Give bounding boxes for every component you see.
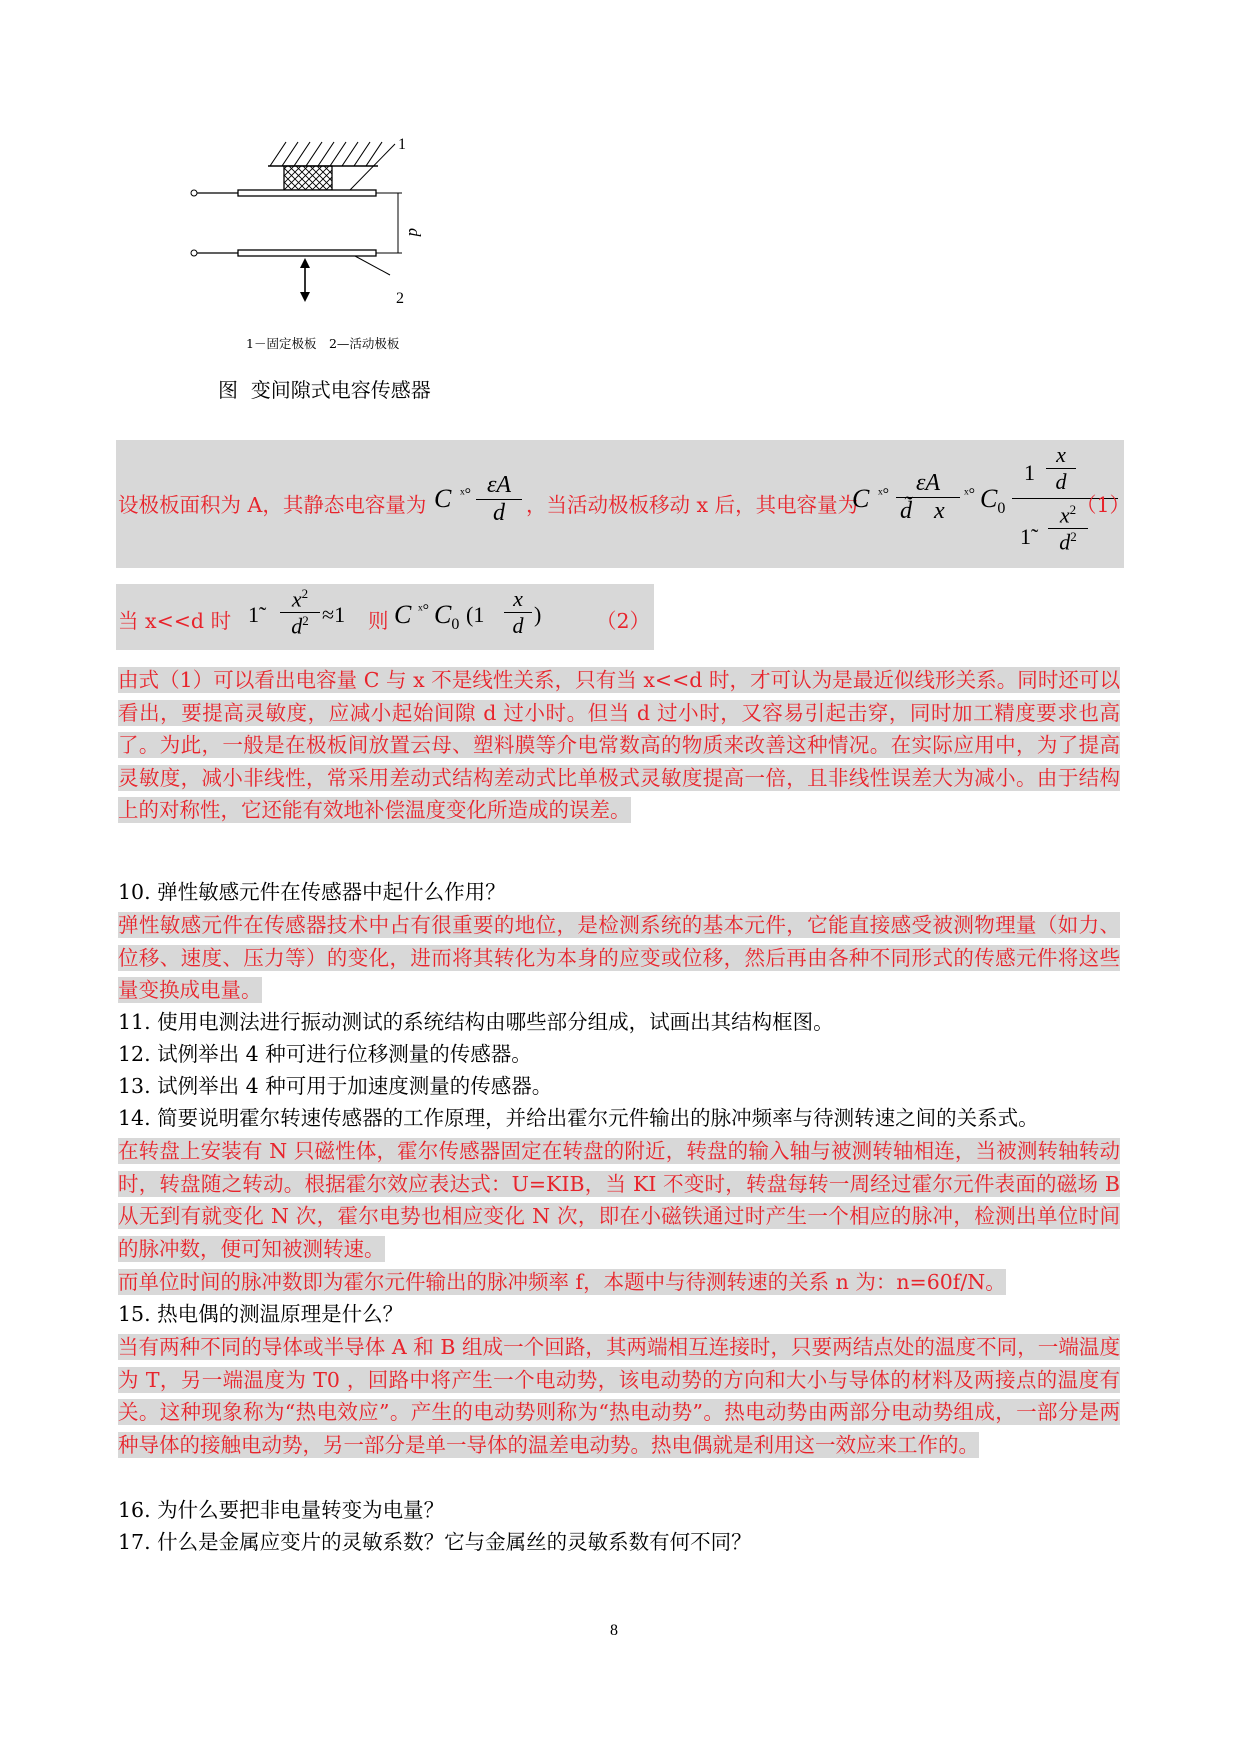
f2-x: x [291,586,302,612]
formula-1-eq: ˣ° [460,486,472,503]
frac3-den: d [1046,468,1076,495]
frac2-den-d: d̃ [900,498,912,524]
formula-2-approx: ≈1 [322,602,346,627]
answer-14 [118,1135,1120,1265]
f2b-den: d [504,612,532,639]
answer-14-text: 在转盘上安装有 N 只磁性体，霍尔传感器固定在转盘的附近，转盘的输入轴与被测转轴相连，当被测转轴转动时，转盘随之转动。根据霍尔效应表达式：U=KIB，当 KI 不变时，转盘每转一周经过霍尔元件表面的磁场 B 从无到有就变化 N 次，霍尔电势也相应变化 N 次，即在小磁铁通过时产生一个相应的脉冲，检测出单位时间的脉冲数，便可知被测转速。 [118,1139,1120,1261]
diagram-legend: 1－固定极板 2—活动极板 [246,336,400,351]
formula-1-C0 [980,484,1005,518]
figure-caption: 图 变间隙式电容传感器 [218,378,431,402]
diagram-label-1: 1 [398,136,406,153]
formula-2-eq: ˣ° [418,602,430,619]
question-16: 16. 为什么要把非电量转变为电量？ [118,1498,445,1522]
frac2-num: εA [915,470,941,496]
fraction-x2-d2 [280,586,320,640]
answer-10-text: 弹性敏感元件在传感器技术中占有很重要的地位，是检测系统的基本元件，它能直接感受被测物理量（如力、位移、速度、压力等）的变化，进而将其转化为本身的应变或位移，然后再由各种不同形式的传感元件将这些量变换成电量。 [118,913,1120,1002]
question-12: 12. 试例举出 4 种可进行位移测量的传感器。 [118,1042,532,1066]
capacitor-diagram-svg [190,130,470,360]
fraction-x-over-d [1046,442,1076,495]
f2-d: d [291,613,303,639]
formula-2-tilde1: 1̃ [248,602,259,627]
formula-1-C2: C [852,484,870,513]
leader-2 [355,256,390,275]
big-frac-one-tilde: 1̃ [1020,524,1031,549]
f2-c0sub: 0 [451,616,460,634]
insulator-block [284,166,332,190]
diagram-label-2: 2 [396,290,404,307]
fraction-x-d-2 [504,586,532,639]
frac2-den-x: x [934,498,945,524]
f2-dsup: 2 [302,613,309,629]
formula-2-C: C [394,600,412,629]
leader-1 [350,144,395,190]
formula-1-prefix: 设极板面积为 A，其静态电容量为 [118,493,427,517]
fixed-plate [238,190,376,196]
formula-2-C0 [434,600,459,634]
question-14: 14. 简要说明霍尔转速传感器的工作原理，并给出霍尔元件输出的脉冲频率与待测转速之间的关系式。 [118,1106,1039,1130]
gap-dimension [376,193,402,253]
motion-arrow [300,258,310,302]
question-15: 15. 热电偶的测温原理是什么？ [118,1302,404,1326]
d2-sup: 2 [1070,529,1077,545]
formula-2-then: 则 [368,609,389,633]
formula-1-box [116,440,1131,568]
d2-base: d [1059,529,1071,555]
fraction-eA-over-d [476,472,522,527]
question-13: 13. 试例举出 4 种可用于加速度测量的传感器。 [118,1074,553,1098]
formula-2-close: ) [534,602,542,627]
answer-14b-text: 而单位时间的脉冲数即为霍尔元件输出的脉冲频率 f，本题中与待测转速的关系 n 为：n=60f/N。 [118,1270,1006,1294]
f2b-num: x [513,586,523,611]
formula-1-mid: ，当活动极板移动 x 后，其电容量为 [526,493,859,517]
answer-10 [118,909,1120,1007]
question-11: 11. 使用电测法进行振动测试的系统结构由哪些部分组成，试画出其结构框图。 [118,1010,834,1034]
terminal-top [191,190,197,196]
formula-1-eq3: ˣ° [964,486,976,503]
answer-14b [118,1266,1120,1299]
c0-letter: C [980,484,998,513]
f2-xsup: 2 [301,586,309,601]
answer-15 [118,1331,1120,1461]
page-number: 8 [610,1622,618,1639]
formula-1-C: C [434,484,452,513]
formula-2-box [116,584,654,650]
x2-sup: 2 [1069,502,1077,517]
frac3-num: x [1056,442,1066,467]
formula-2-open: (1 [466,602,485,627]
moving-plate [238,250,376,256]
formula-1-eq2: ˣ° [878,486,890,503]
answer-text-capacitance: 由式（1）可以看出电容量 C 与 x 不是线性关系，只有当 x<<d 时，才可认为是最近似线形关系。同时还可以看出，要提高灵敏度，应减小起始间隙 d 过小时。但当 d 过小时，又容易引起击穿，同时加工精度要求也高了。为此，一般是在极板间放置云母、塑料膜等介电常数高的物质来改善这种情况。在实际应用中，为了提高灵敏度，减小非线性，常采用差动式结构差动式比单极式灵敏度提高一倍，且非线性误差大为减小。由于结构上的对称性，它还能有效地补偿温度变化所造成的误差。 [118,668,1120,822]
answer-15-text: 当有两种不同的导体或半导体 A 和 B 组成一个回路，其两端相互连接时，只要两结点处的温度不同，一端温度为 T，另一端温度为 T0 ，回路中将产生一个电动势，该电动势的方向和大小与导体的材料及两接点的温度有关。这种现象称为“热电效应”。产生的电动势则称为“热电动势”。热电动势由两部分电动势组成，一部分是两种导体的接触电动势，另一部分是单一导体的温差电动势。热电偶就是利用这一效应来工作的。 [118,1335,1120,1457]
fraction-eA-over-d-x [896,470,960,526]
frac-num: εA [486,472,512,498]
big-frac-one: 1 [1024,460,1035,485]
capacitor-diagram [190,130,470,360]
c0-sub: 0 [997,500,1006,518]
answer-paragraph-capacitance [118,664,1120,827]
formula-2-number: （2） [596,609,651,633]
formula-2-prefix: 当 x<<d 时 [118,609,232,633]
fixed-wall [268,142,382,166]
x2-base: x [1059,502,1070,528]
formula-1-number: （1） [1076,493,1131,517]
question-17: 17. 什么是金属应变片的灵敏系数？它与金属丝的灵敏系数有何不同？ [118,1530,752,1554]
diagram-label-d: d [405,228,424,237]
frac-den: d [476,499,522,527]
question-10: 10. 弹性敏感元件在传感器中起什么作用？ [118,880,506,904]
f2-c0: C [434,600,452,629]
terminal-bottom [191,250,197,256]
